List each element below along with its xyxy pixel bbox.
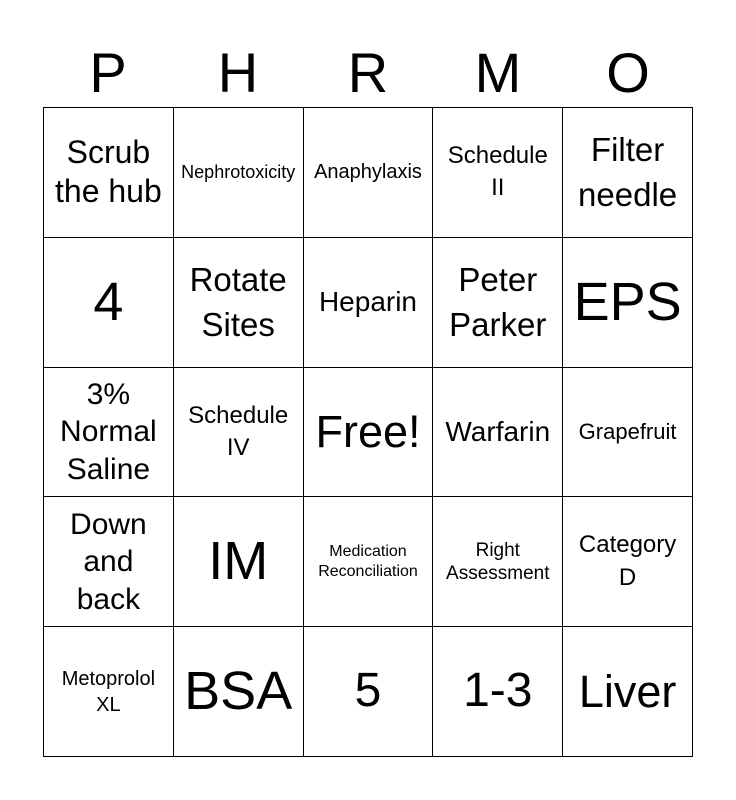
bingo-cell[interactable] <box>304 108 434 238</box>
bingo-cell[interactable] <box>433 627 563 757</box>
header-letter-o: O <box>606 41 650 104</box>
bingo-cell[interactable] <box>563 368 693 498</box>
bingo-grid <box>43 107 693 757</box>
cell-text: Rotate Sites <box>189 260 287 344</box>
cell-text: 3% Normal Saline <box>60 377 157 486</box>
cell-text: Category D <box>578 531 677 591</box>
bingo-cell[interactable] <box>174 497 304 627</box>
cell-text: 5 <box>354 664 382 718</box>
header-letter-r: R <box>347 41 389 104</box>
bingo-cell[interactable] <box>174 368 304 498</box>
bingo-cell[interactable] <box>174 238 304 368</box>
cell-text: Schedule IV <box>188 401 289 461</box>
bingo-cell[interactable] <box>563 108 693 238</box>
cell-text: BSA <box>184 660 293 721</box>
cell-text: Warfarin <box>445 415 551 447</box>
cell-text: 4 <box>93 271 124 332</box>
bingo-cell[interactable] <box>563 497 693 627</box>
cell-text: Peter Parker <box>449 260 547 344</box>
bingo-cell[interactable] <box>433 238 563 368</box>
bingo-cell[interactable] <box>563 627 693 757</box>
cell-text: Heparin <box>318 286 418 318</box>
bingo-cell[interactable] <box>304 368 434 498</box>
cell-text: 1-3 <box>463 664 533 718</box>
bingo-cell[interactable] <box>44 497 174 627</box>
bingo-cell[interactable] <box>304 497 434 627</box>
bingo-cell[interactable] <box>44 108 174 238</box>
bingo-cell[interactable] <box>174 108 304 238</box>
cell-text: EPS <box>573 271 682 332</box>
header-letter-m: M <box>474 41 522 104</box>
bingo-cell[interactable] <box>44 627 174 757</box>
bingo-cell[interactable] <box>433 368 563 498</box>
cell-text: Grapefruit <box>578 418 677 444</box>
bingo-cell[interactable] <box>304 627 434 757</box>
cell-text: Medication Reconciliation <box>318 542 418 580</box>
bingo-header <box>43 38 693 108</box>
cell-text: Nephrotoxicity <box>181 161 296 182</box>
cell-text: Liver <box>578 665 677 717</box>
cell-text: Schedule II <box>447 142 548 202</box>
cell-text: Scrub the hub <box>55 134 162 210</box>
bingo-cell[interactable] <box>44 368 174 498</box>
cell-text: Right Assessment <box>446 539 550 584</box>
bingo-cell[interactable] <box>174 627 304 757</box>
cell-text: IM <box>208 531 269 592</box>
cell-text: Filter needle <box>578 130 678 214</box>
bingo-cell[interactable] <box>563 238 693 368</box>
cell-text: Free! <box>315 405 421 457</box>
header-letter-h: H <box>217 41 259 104</box>
bingo-cell[interactable] <box>44 238 174 368</box>
cell-text: Anaphylaxis <box>314 160 422 183</box>
bingo-cell[interactable] <box>304 238 434 368</box>
cell-text: Metoprolol XL <box>61 667 156 716</box>
bingo-cell[interactable] <box>433 497 563 627</box>
cell-text: Down and back <box>70 507 147 616</box>
bingo-cell[interactable] <box>433 108 563 238</box>
header-letter-p: P <box>89 41 127 104</box>
